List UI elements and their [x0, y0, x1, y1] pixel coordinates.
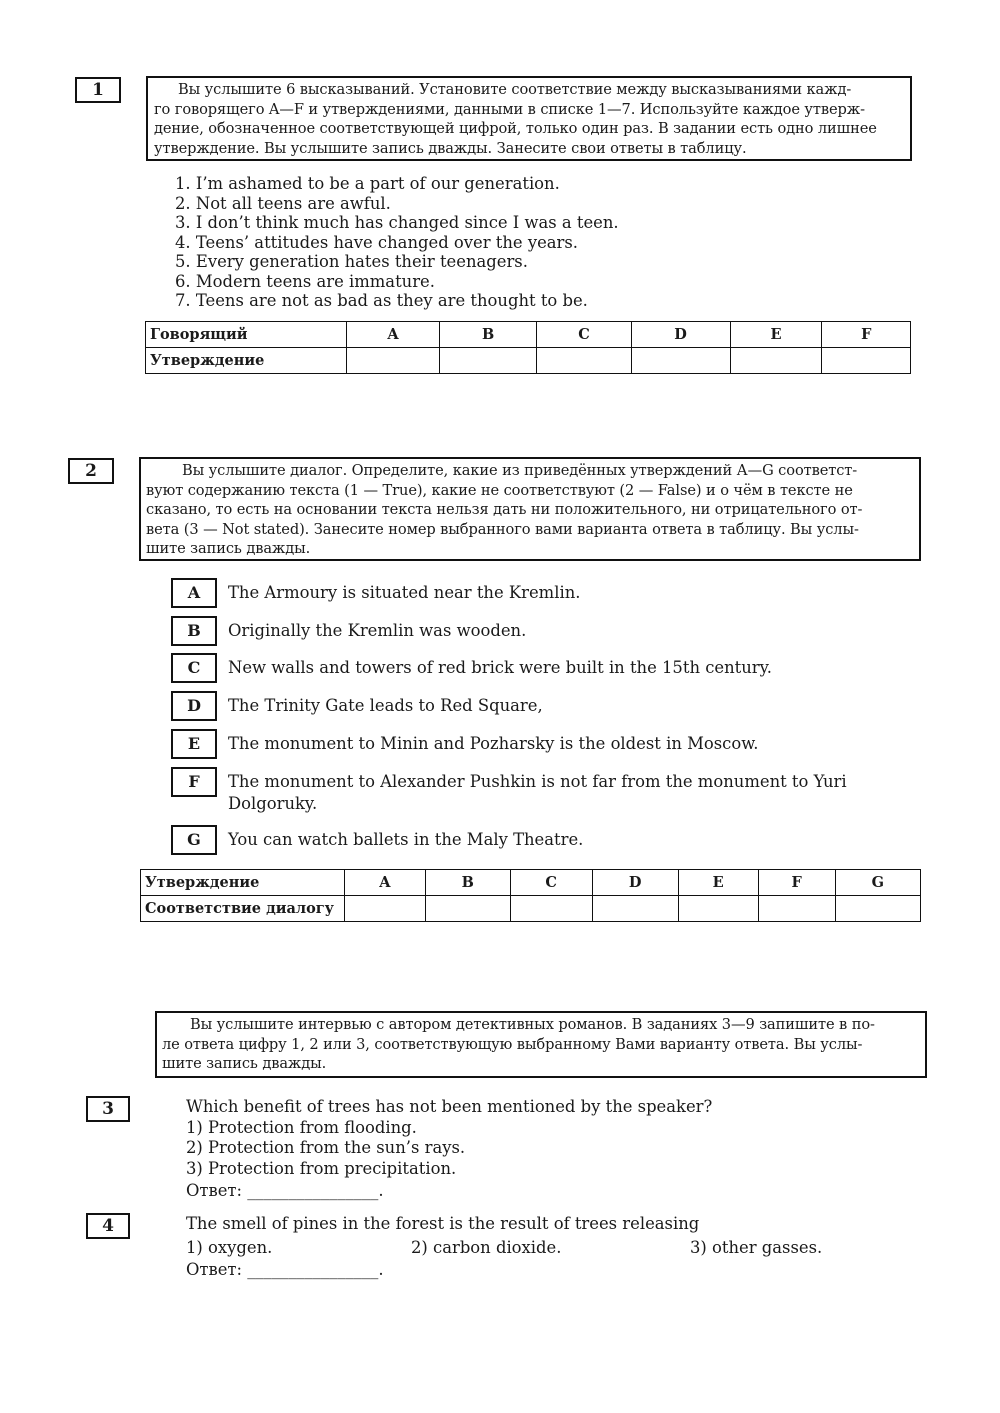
- answer-cell[interactable]: [758, 896, 835, 922]
- task-number-4: 4: [86, 1213, 130, 1239]
- task1-answer-table: [145, 321, 911, 374]
- true-false-statement: Originally the Kremlin was wooden.: [228, 621, 527, 640]
- column-header: E: [730, 322, 822, 348]
- answer-cell[interactable]: [592, 896, 678, 922]
- task1-instruction: [146, 76, 912, 161]
- instruction-line: шите запись дважды.: [146, 540, 311, 557]
- answer-cell[interactable]: [835, 896, 920, 922]
- item-letter-box: D: [171, 691, 217, 721]
- answer-cell[interactable]: [822, 348, 911, 374]
- instruction-line: Вы услышите интервью с автором детективных романов. В заданиях 3—9 запишите в по-: [190, 1016, 875, 1033]
- answer-option: 1) Protection from flooding.: [186, 1117, 417, 1137]
- true-false-statement: The Trinity Gate leads to Red Square,: [228, 696, 543, 715]
- instruction-line: утверждение. Вы услышите запись дважды. Занесите свои ответы в таблицу.: [154, 139, 747, 157]
- answer-cell[interactable]: [345, 896, 426, 922]
- true-false-statement: New walls and towers of red brick were built in the 15th century.: [228, 658, 772, 677]
- statement-item: 6. Modern teens are immature.: [175, 271, 435, 291]
- answer-cell[interactable]: [439, 348, 536, 374]
- answer-option: 3) Protection from precipitation.: [186, 1158, 457, 1178]
- column-header: F: [758, 870, 835, 896]
- table-row-label: Говорящий: [146, 322, 347, 348]
- true-false-statement: The monument to Minin and Pozharsky is the oldest in Moscow.: [228, 734, 759, 753]
- answer-cell[interactable]: [678, 896, 758, 922]
- item-letter-box: E: [171, 729, 217, 759]
- instruction-line: го говорящего A—F и утверждениями, данными в списке 1—7. Используйте каждое утверж-: [154, 100, 865, 118]
- instruction-line: шите запись дважды.: [162, 1055, 327, 1072]
- instruction-line: вета (3 — Not stated). Занесите номер выбранного вами варианта ответа в таблицу. Вы услы-: [146, 520, 859, 538]
- statement-item: 2. Not all teens are awful.: [175, 193, 391, 213]
- task2-instruction: [139, 457, 921, 561]
- question-text: The smell of pines in the forest is the result of trees releasing: [186, 1214, 700, 1233]
- column-header: A: [347, 322, 440, 348]
- item-letter-box: B: [171, 616, 217, 646]
- column-header: D: [631, 322, 730, 348]
- column-header: B: [425, 870, 510, 896]
- table-row-label: Утверждение: [141, 870, 345, 896]
- instruction-line: Вы услышите 6 высказываний. Установите соответствие между высказываниями кажд-: [178, 81, 852, 98]
- statement-item: 5. Every generation hates their teenagers.: [175, 252, 528, 271]
- true-false-statement: The Armoury is situated near the Kremlin.: [228, 583, 581, 602]
- task2-answer-table: [140, 869, 921, 922]
- item-letter-box: C: [171, 653, 217, 683]
- task4-question: [186, 1214, 886, 1280]
- answer-cell[interactable]: [631, 348, 730, 374]
- true-false-statement: You can watch ballets in the Maly Theatre.: [228, 830, 584, 849]
- task-number-2: 2: [68, 458, 114, 484]
- column-header: D: [592, 870, 678, 896]
- item-letter-box: F: [171, 767, 217, 797]
- answer-cell[interactable]: [537, 348, 631, 374]
- instruction-line: вуют содержанию текста (1 — True), какие не соответствуют (2 — False) и о чём в тексте не: [146, 481, 853, 499]
- answer-field[interactable]: Ответ: ________________.: [186, 1181, 384, 1200]
- column-header: E: [678, 870, 758, 896]
- answer-option: 2) Protection from the sun’s rays.: [186, 1138, 466, 1157]
- interview-instruction: [155, 1011, 927, 1078]
- instruction-line: сказано, то есть на основании текста нельзя дать ни положительного, ни отрицательного от-: [146, 501, 863, 518]
- instruction-line: дение, обозначенное соответствующей цифрой, только один раз. В задании есть одно лишнее: [154, 120, 877, 137]
- item-letter-box: G: [171, 825, 217, 855]
- statement-item: 4. Teens’ attitudes have changed over the years.: [175, 232, 579, 252]
- question-text: Which benefit of trees has not been mentioned by the speaker?: [186, 1097, 713, 1116]
- task-number-1: 1: [75, 77, 121, 103]
- statement-item: 3. I don’t think much has changed since I was a teen.: [175, 213, 619, 232]
- item-letter-box: A: [171, 578, 217, 608]
- statement-item: 7. Teens are not as bad as they are thought to be.: [175, 291, 588, 310]
- column-header: A: [345, 870, 426, 896]
- column-header: C: [510, 870, 592, 896]
- column-header: C: [537, 322, 631, 348]
- table-row-label: Утверждение: [146, 348, 347, 374]
- task-number-3: 3: [86, 1096, 130, 1122]
- answer-cell[interactable]: [347, 348, 440, 374]
- statement-item: 1. I’m ashamed to be a part of our generation.: [175, 174, 560, 193]
- column-header: B: [439, 322, 536, 348]
- task3-question: [186, 1097, 712, 1202]
- column-header: G: [835, 870, 920, 896]
- task1-statements: [175, 174, 619, 311]
- answer-cell[interactable]: [510, 896, 592, 922]
- answer-option: 3) other gasses.: [690, 1237, 823, 1257]
- answer-field[interactable]: Ответ: ________________.: [186, 1259, 384, 1279]
- statement-line: The monument to Alexander Pushkin is not far from the monument to Yuri: [228, 772, 847, 791]
- statement-line: Dolgoruky.: [228, 794, 318, 813]
- answer-cell[interactable]: [425, 896, 510, 922]
- answer-option: 2) carbon dioxide.: [411, 1237, 562, 1257]
- answer-option: 1) oxygen.: [186, 1237, 273, 1257]
- table-row-label: Соответствие диалогу: [141, 896, 345, 922]
- instruction-line: ле ответа цифру 1, 2 или 3, соответствующую выбранному Вами варианту ответа. Вы услы-: [162, 1035, 863, 1053]
- instruction-line: Вы услышите диалог. Определите, какие из приведённых утверждений А—G соответст-: [182, 462, 858, 479]
- column-header: F: [822, 322, 911, 348]
- answer-cell[interactable]: [730, 348, 822, 374]
- true-false-statement: [228, 771, 847, 815]
